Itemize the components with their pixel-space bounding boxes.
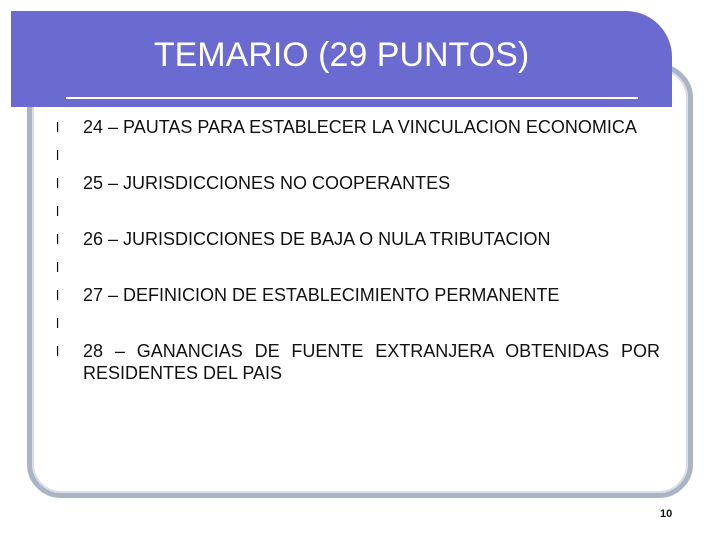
list-item-label: 26 – JURISDICCIONES DE BAJA O NULA TRIBUTACION	[83, 229, 551, 249]
list-item-label: 24 – PAUTAS PARA ESTABLECER LA VINCULACION ECONOMICA	[83, 117, 637, 137]
list-item-label	[83, 144, 660, 166]
title-underline	[66, 97, 638, 99]
list-item	[56, 340, 660, 384]
list-item	[56, 312, 660, 334]
bullet-icon: l	[56, 315, 60, 331]
list-item-label: 28 – GANANCIAS DE FUENTE EXTRANJERA OBTENIDAS POR RESIDENTES DEL PAIS	[83, 341, 660, 383]
list-item	[56, 284, 660, 306]
list-item	[56, 228, 660, 250]
list-item-label	[83, 200, 660, 222]
bullet-icon: l	[56, 343, 60, 359]
bullet-icon: l	[56, 119, 60, 135]
bullet-icon: l	[56, 287, 60, 303]
list-item-label: 25 – JURISDICCIONES NO COOPERANTES	[83, 173, 451, 193]
bullet-icon: l	[56, 231, 60, 247]
bullet-list	[56, 116, 660, 384]
list-item-label	[83, 256, 660, 278]
list-item	[56, 256, 660, 278]
bullet-icon: l	[56, 203, 60, 219]
list-item	[56, 172, 660, 194]
bullet-icon: l	[56, 175, 60, 191]
list-item-label	[83, 312, 660, 334]
list-item-label: 27 – DEFINICION DE ESTABLECIMIENTO PERMANENTE	[83, 285, 560, 305]
bullet-icon: l	[56, 147, 60, 163]
list-item	[56, 116, 660, 138]
list-item	[56, 200, 660, 222]
list-item	[56, 144, 660, 166]
bullet-icon: l	[56, 259, 60, 275]
slide-title: TEMARIO (29 PUNTOS)	[153, 36, 530, 74]
page-number: 10	[660, 508, 673, 520]
